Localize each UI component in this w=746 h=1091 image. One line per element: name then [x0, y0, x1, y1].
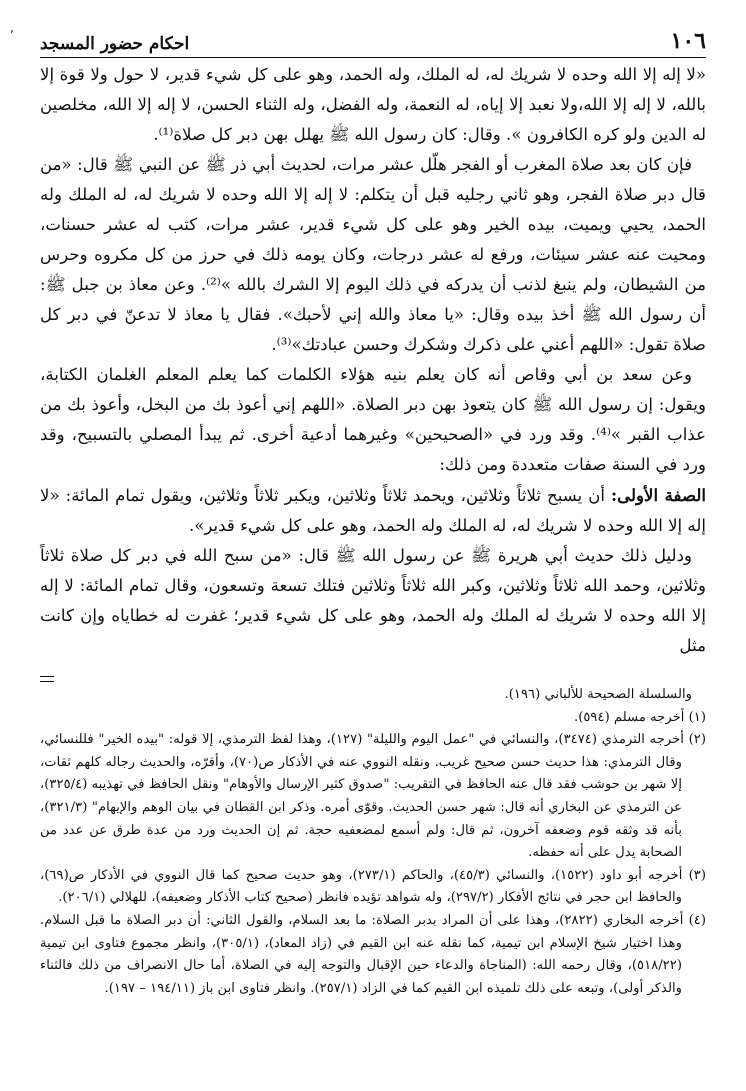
main-text — [40, 60, 706, 661]
paragraph-3: وعن سعد بن أبي وقاص أنه كان يعلم بنيه هؤلاء الكلمات كما يعلم المعلم الغلمان الكتابة، ويقول: إن رسول الله ﷺ كان يتعوذ بهن دبر الصلاة. «اللهم إني أعوذ بك من البخل، وأعوذ بك من عذاب القبر »⁽⁴⁾. وقد ورد في «الصحيحين» وغيرهما أدعية أخرى. ثم يبدأ المصلي بالتسبيح، وقد ورد في السنة صفات متعددة ومن ذلك: — [40, 365, 706, 474]
paragraph-2: فإن كان بعد صلاة المغرب أو الفجر هلّل عشر مرات، لحديث أبي ذر ﷺ عن النبي ﷺ قال: «من قال دبر صلاة الفجر، وهو ثاني رجليه قبل أن يتكلم: لا إله إلا الله وحده لا شريك له، له الملك وله الحمد، يحيي ويميت، بيده الخير وهو على كل شيء قدير، عشر مرات، كتب له عشر حسنات، ومحيت عنه عشر سيئات، ورفع له عشر درجات، وكان يومه ذلك في حرز من كل مكروه وحرس من الشيطان، ولم ينبغ لذنب أن يدركه في ذلك اليوم إلا الشرك بالله »⁽²⁾. وعن معاذ بن جبل ﷺ: أن رسول الله ﷺ أخذ بيده وقال: «يا معاذ والله إني لأحبك». فقال يا معاذ لا تدعنّ في دبر كل صلاة تقول: «اللهم أعني على ذكرك وشكرك وحسن عبادتك»⁽³⁾. — [40, 155, 706, 354]
page-header — [40, 28, 706, 58]
footnote-separator-second — [40, 681, 54, 682]
footnote-2: (٢) أخرجه الترمذي (٣٤٧٤)، والنسائي في "عمل اليوم والليلة" (١٢٧)، وهذا لفظ الترمذي، إلا قوله: "بيده الخير" فللنسائي، وقال الترمذي: هذا حديث حسن صحيح غريب. ونقله النووي عنه في الأذكار ص(٧٠)، وأقرّه، والحديث رجاله كلهم ثقات، إلا شهر بن حوشب فقد قال عنه الحافظ في التقريب: "صدوق كثير الإرسال والأوهام" ونقل الحافظ في تهذيبه (٣٢٥/٤)، عن الترمذي عن البخاري أنه قال: شهر حسن الحديث. وقوّى أمره. وذكر ابن القطان في بيان الوهم والإيهام" (٣٢١/٣)، بأنه قد وثقه قوم وضعفه آخرون، ثم قال: ولم أسمع لمضعفيه حجة. ثم إن الحديث ورد من عدة طرق عن عدد من الصحابة يدل على أنه حفظه. — [40, 732, 706, 861]
footnotes — [40, 684, 706, 1000]
paragraph-1: «لا إله إلا الله وحده لا شريك له، له الملك، وله الحمد، وهو على كل شيء قدير، لا حول ولا قوة إلا بالله، لا إله إلا الله،ولا نعبد إلا إياه، له النعمة، وله الفضل، وله الثناء الحسن، لا إله إلا الله، مخلصين له الدين ولو كره الكافرون ». وقال: كان رسول الله ﷺ يهلل بهن دبر كل صلاة⁽¹⁾. — [40, 65, 706, 144]
footnote-1: (١) أخرجه مسلم (٥٩٤). — [574, 709, 706, 725]
paragraph-5: ودليل ذلك حديث أبي هريرة ﷺ عن رسول الله ﷺ قال: «من سبح الله في دبر كل صلاة ثلاثاً وثلاثين، وحمد الله ثلاثاً وثلاثين، وكبر الله ثلاثاً وثلاثين فتلك تسعة وتسعون، وقال تمام المائة: لا إله إلا الله وحده لا شريك له الملك وله الحمد، وهو على كل شيء قدير؛ غفرت له خطاياه وإن كانت مثل — [40, 546, 706, 655]
first-form-label: الصفة الأولى: — [611, 485, 706, 505]
page-number: ١٠٦ — [670, 28, 706, 54]
footnote-carryover: والسلسلة الصحيحة للألباني (١٩٦). — [504, 687, 692, 702]
paragraph-4 — [40, 480, 706, 541]
first-form-text: أن يسبح ثلاثاً وثلاثين، ويحمد ثلاثاً وثلاثين، ويكبر ثلاثاً وثلاثين، ويقول تمام المائة: «لا إله إلا الله وحده لا شريك له، له الملك وله الحمد، وهو على كل شيء قدير». — [40, 486, 706, 535]
footnote-separator — [40, 676, 54, 677]
corner-mark: ٬ — [10, 28, 14, 42]
running-title: احكام حضور المسجد — [40, 34, 190, 54]
footnote-3: (٣) أخرجه أبو داود (١٥٢٢)، والنسائي (٤٥/٣)، والحاكم (٢٧٣/١)، وهو حديث صحيح كما قال النووي في الأذكار ص(٦٩)، والحافظ ابن حجر في نتائج الأفكار (٢٩٧/٢)، وله شواهد تؤيده فانظر (صحيح كتاب الأذكار وضعيفه)، للهلالي (٢٠٦/١). — [40, 867, 706, 906]
footnote-4: (٤) أخرجه البخاري (٢٨٢٢)، وهذا على أن المراد بدبر الصلاة: ما بعد السلام، والقول الثاني: أن دبر الصلاة ما قبل السلام. وهذا اختيار شيخ الإسلام ابن تيمية، كما نقله عنه ابن القيم في (زاد المعاد)، (٣٠٥/١)، وانظر مجموع فتاوى ابن تيمية (٥١٨/٢٢)، وقال رحمه الله: (المناجاة والدعاء حين الإقبال والتوجه إليه في الصلاة، أما حال الانصراف من ذلك فالثناء والذكر أولى)، وتبعه على ذلك تلميذه ابن القيم كما في الزاد (٢٥٧/١). وانظر فتاوى ابن باز (١٩٤/١١ – ١٩٧). — [40, 912, 706, 996]
